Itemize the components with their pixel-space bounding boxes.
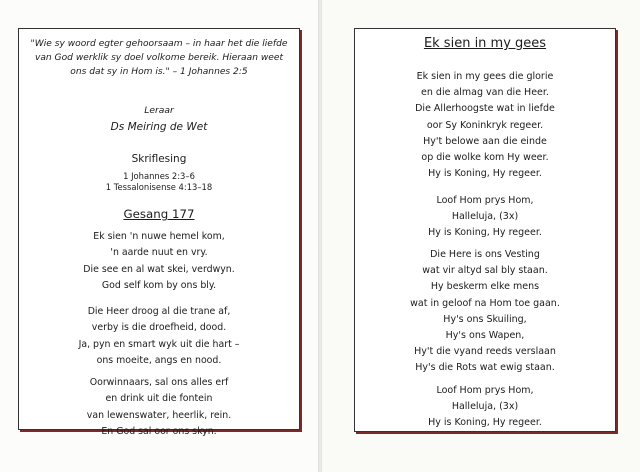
- song-stanza: [355, 247, 615, 377]
- leader-title: Leraar: [144, 105, 174, 116]
- scripture-reading-item: 1 Tessalonisense 4:13–18: [105, 182, 213, 192]
- hymn-line: 'n aarde nuut en vry.: [110, 247, 208, 259]
- song-line: Die Here is ons Vesting: [430, 249, 540, 260]
- song-line: Hy's ons Skuiling,: [443, 313, 527, 325]
- song-chorus: [355, 383, 615, 432]
- song-line: Hy't belowe aan die einde: [423, 135, 547, 147]
- song-line: Ek sien in my gees die glorie: [416, 71, 554, 82]
- hymn-line: Oorwinnaars, sal ons alles erf: [89, 377, 229, 388]
- hymn-line: En God sal oor ons skyn.: [101, 426, 217, 438]
- song-stanza: [355, 69, 615, 182]
- scripture-reading-item: 1 Johannes 2:3–6: [123, 171, 195, 181]
- scripture-reading-title: Skriflesing: [131, 153, 187, 165]
- song-line: Hy is Koning, Hy regeer.: [428, 417, 542, 429]
- hymn-line: Ja, pyn en smart wyk uit die hart –: [78, 338, 240, 350]
- song-title: Ek sien in my gees: [423, 36, 547, 51]
- song-lyrics-panel: [354, 28, 616, 432]
- song-line: wat vir altyd sal bly staan.: [422, 265, 548, 277]
- quote-line: "Wie sy woord egter gehoorsaam – in haar het die liefde: [30, 39, 288, 49]
- hymn-line: verby is die droefheid, dood.: [91, 322, 227, 334]
- song-line: Die Allerhoogste wat in liefde: [415, 103, 555, 115]
- song-line: Halleluja, (3x): [451, 401, 519, 413]
- song-line: oor Sy Koninkryk regeer.: [426, 119, 544, 131]
- song-line: Halleluja, (3x): [451, 211, 519, 223]
- scripture-quote: [27, 37, 291, 79]
- hymn-stanza: [19, 229, 299, 295]
- quote-line: van God werklik sy doel volkome bereik. Hieraan weet: [34, 53, 284, 63]
- hymn-line: Die see en al wat skei, verdwyn.: [83, 263, 235, 275]
- quote-line: ons dat sy in Hom is." – 1 Johannes 2:5: [70, 67, 248, 77]
- hymn-stanza: [19, 375, 299, 441]
- hymn-stanza: [19, 304, 299, 370]
- hymn-line: God self kom by ons bly.: [101, 280, 217, 292]
- hymn-line: van lewenswater, heerlik, rein.: [86, 409, 232, 421]
- order-of-service-panel: [18, 28, 300, 438]
- hymn-line: en drink uit die fontein: [105, 393, 213, 405]
- song-chorus: [355, 193, 615, 242]
- hymn-line: ons moeite, angs en nood.: [96, 355, 222, 367]
- song-line: Hy beskerm elke mens: [430, 281, 540, 293]
- song-line: Hy's die Rots wat ewig staan.: [415, 362, 555, 374]
- song-line: wat in geloof na Hom toe gaan.: [410, 297, 560, 309]
- page-fold: [318, 0, 322, 472]
- song-line: op die wolke kom Hy weer.: [421, 152, 549, 164]
- song-line: Hy's ons Wapen,: [445, 330, 525, 342]
- song-line: en die almag van die Heer.: [421, 87, 549, 99]
- hymn-title: Gesang 177: [123, 207, 195, 221]
- song-line: Loof Hom prys Hom,: [436, 195, 534, 206]
- song-line: Hy is Koning, Hy regeer.: [428, 168, 542, 180]
- song-line: Hy't die vyand reeds verslaan: [414, 346, 556, 358]
- song-line: Loof Hom prys Hom,: [436, 385, 534, 396]
- hymn-line: Ek sien 'n nuwe hemel kom,: [93, 231, 225, 242]
- hymn-line: Die Heer droog al die trane af,: [87, 306, 231, 317]
- leader-name: Ds Meiring de Wet: [110, 121, 208, 133]
- song-line: Hy is Koning, Hy regeer.: [428, 227, 542, 239]
